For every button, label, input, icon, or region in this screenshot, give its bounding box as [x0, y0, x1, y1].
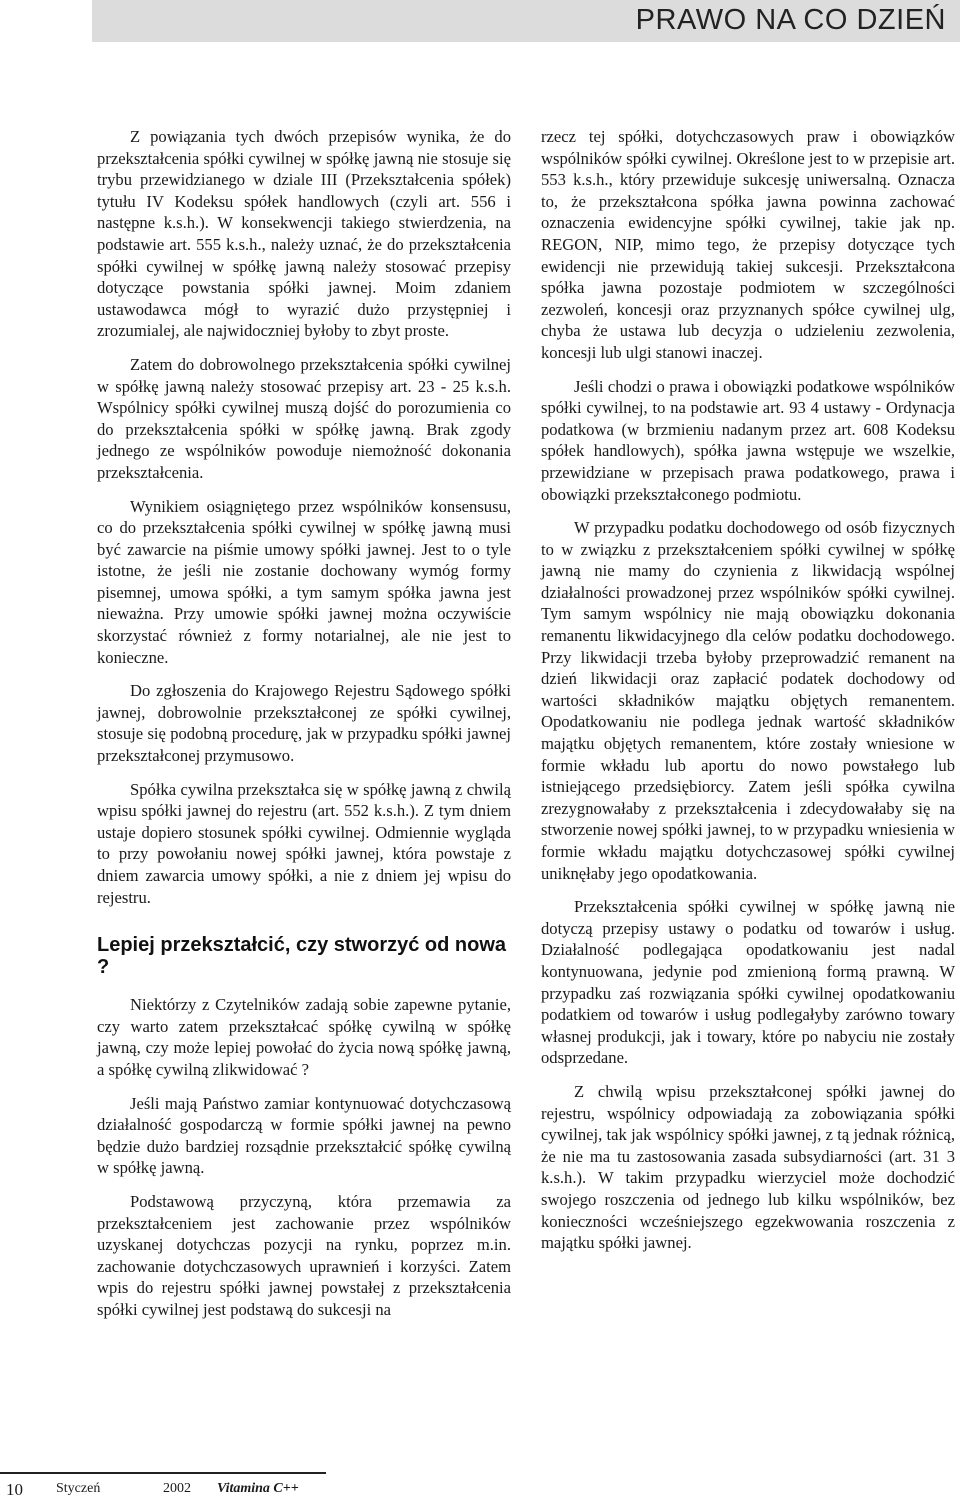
paragraph: Wynikiem osiągniętego przez wspólników konsensusu, co do przekształcenia spółki cywilnej w spółkę jawną musi być zawarcie na piśmie umowy spółki jawnej. Jest to o tyle istotne, że jeśli nie zostanie dochowany wymóg formy pisemnej, umowa spółki, a tym samym spółka jawna jest nieważna. Przy umowie spółki jawnej można oczywiście skorzystać również z formy notarialnej, ale nie jest to konieczne. — [97, 496, 511, 667]
paragraph: Spółka cywilna przekształca się w spółkę jawną z chwilą wpisu spółki jawnej do rejestru (art. 552 k.s.h.). Z tym dniem ustaje dopiero stosunek spółki cywilnej. Odmiennie wygląda to przy powołaniu nowej spółki jawnej, która powstaje z dniem zawarcia umowy spółki, a nie z dniem jej wpisu do rejestru. — [97, 779, 511, 907]
right-column — [541, 126, 955, 1266]
page-number: 10 — [6, 1480, 23, 1499]
paragraph: Niektórzy z Czytelników zadają sobie zapewne pytanie, czy warto zatem przekształcać spółkę cywilną w spółkę jawną, czy może lepiej powołać do życia nową spółkę jawną, a spółkę cywilną zlikwidować ? — [97, 995, 511, 1079]
paragraph: Do zgłoszenia do Krajowego Rejestru Sądowego spółki jawnej, dobrowolnie przekształconej ze spółki cywilnej, stosuje się podobną procedurę, jak w przypadku spółki jawnej przekształconej przymusowo. — [97, 681, 511, 766]
subheading: Lepiej przekształcić, czy stworzyć od nowa ? — [97, 934, 507, 979]
section-title: PRAWO NA CO DZIEŃ — [635, 4, 946, 36]
magazine-name: Vitamina C++ — [217, 1481, 299, 1496]
paragraph: W przypadku podatku dochodowego od osób fizycznych to w związku z przekształceniem spółki cywilnej w spółkę jawną nie mamy do czynienia z likwidacją wspólnej działalności prowadzonej przez wspólników spółki cywilnej. Tym samym wspólnicy nie mają obowiązku dokonania remanentu likwidacyjnego dla celów podatku dochodowego. Przy likwidacji trzeba byłoby przeprowadzić remanent na dzień likwidacji oraz zapłacić podatek dochodowy od wartości składników majątku objętych remanentem. Opodatkowaniu nie podlega jednak wartość składników majątku objętych remanentem, które zostały wniesione w formie wkładu lub aportu do nowo powstałego lub istniejącego przedsiębiorcy. Zatem jeśli spółka cywilna zrezygnowałaby z przekształcenia i zdecydowałaby się na stworzenie nowej spółki jawnej, to w przypadku wniesienia w formie wkładu majątku dotychczasowej spółki cywilnej uniknęłaby jego opodatkowania. — [541, 518, 955, 883]
issue-year: 2002 — [163, 1481, 191, 1496]
section-header-bar — [92, 0, 960, 42]
paragraph: Jeśli mają Państwo zamiar kontynuować dotychczasową działalność gospodarczą w formie spółki jawnej na pewno będzie dużo bardziej rozsądnie przekształcić spółkę cywilną w spółkę jawną. — [97, 1093, 511, 1178]
page-footer — [0, 1472, 960, 1502]
paragraph: Zatem do dobrowolnego przekształcenia spółki cywilnej w spółkę jawną należy stosować przepisy art. 23 - 25 k.s.h. Wspólnicy spółki cywilnej muszą dojść do porozumienia co do przekształcenia spółki w spółkę jawną. Brak zgody jednego ze wspólników powoduje niemożność dokonania przekształcenia. — [97, 354, 511, 482]
paragraph: Przekształcenia spółki cywilnej w spółkę jawną nie dotyczą przepisy ustawy o podatku od towarów i usług. Działalność podlegająca opodatkowaniu jest nadal kontynuowana, jedynie pod zmienioną formą prawną. W przypadku zaś rozwiązania spółki cywilnej opodatkowaniu podatkiem od towarów i usług podlegałyby zarówno towary własnej produkcji, jak i towary, które po nabyciu nie zostały odsprzedane. — [541, 897, 955, 1068]
issue-month: Styczeń — [56, 1481, 101, 1496]
paragraph: Z chwilą wpisu przekształconej spółki jawnej do rejestru, wspólnicy odpowiadają za zobowiązania spółki cywilnej, tak jak wspólnicy spółki jawnej, z tą jednak różnicą, że nie ma tu zastosowania zasada subsydiarności (art. 31 3 k.s.h.). W takim przypadku wierzyciel może dochodzić swojego roszczenia od jednego lub kilku wspólników, bez konieczności wcześniejszego egzekwowania roszczenia z majątku spółki jawnej. — [541, 1081, 955, 1253]
paragraph: rzecz tej spółki, dotychczasowych praw i obowiązków wspólników spółki cywilnej. Określone jest to w przepisie art. 553 k.s.h., który przewiduje sukcesję uniwersalną. Oznacza to, że przekształcona spółka jawna powinna zachować oznaczenia ewidencyjne spółki cywilnej, takie jak np. REGON, NIP, mimo tego, że przepisy dotyczące tych ewidencji nie przewidują takiej sukcesji. Przekształcona spółka jawna pozostaje podmiotem w szczególności zezwoleń, koncesji oraz przyznanych spółce cywilnej ulg, chyba że ustawa lub decyzja o udzieleniu zezwolenia, koncesji lub ulgi stanowi inaczej. — [541, 127, 955, 362]
paragraph: Jeśli chodzi o prawa i obowiązki podatkowe wspólników spółki cywilnej, to na podstawie art. 93 4 ustawy - Ordynacja podatkowa (w brzmieniu nadanym przez art. 608 Kodeksu spółek handlowych), spółka jawna wstępuje we wszelkie, przewidziane w przepisach prawa podatkowego, prawa i obowiązki przekształconego podmiotu. — [541, 376, 955, 504]
footer-rule — [0, 1472, 326, 1474]
paragraph: Podstawową przyczyną, która przemawia za przekształceniem jest zachowanie przez wspólników uzyskanej dotychczas pozycji na rynku, poprzez m.in. zachowanie dotychczasowych uprawnień i korzyści. Zatem wpis do rejestru spółki jawnej powstałej z przekształcenia spółki cywilnej jest podstawą do sukcesji na — [97, 1191, 511, 1319]
paragraph: Z powiązania tych dwóch przepisów wynika, że do przekształcenia spółki cywilnej w spółkę jawną nie stosuje się trybu przewidzianego w dziale III (Przekształcenia spółek) tytułu IV Kodeksu spółek handlowych (czyli art. 556 i następne k.s.h.). W konsekwencji takiego stwierdzenia, na podstawie art. 555 k.s.h., należy uznać, że do przekształcenia spółki cywilnej w spółkę jawną należy stosować przepisy dotyczące powstania spółki jawnej. Moim zdaniem ustawodawca mógł to wyrazić dużo przystępniej i zrozumialej, ale najwidoczniej byłoby to zbyt proste. — [97, 127, 511, 341]
left-column — [97, 126, 511, 1333]
